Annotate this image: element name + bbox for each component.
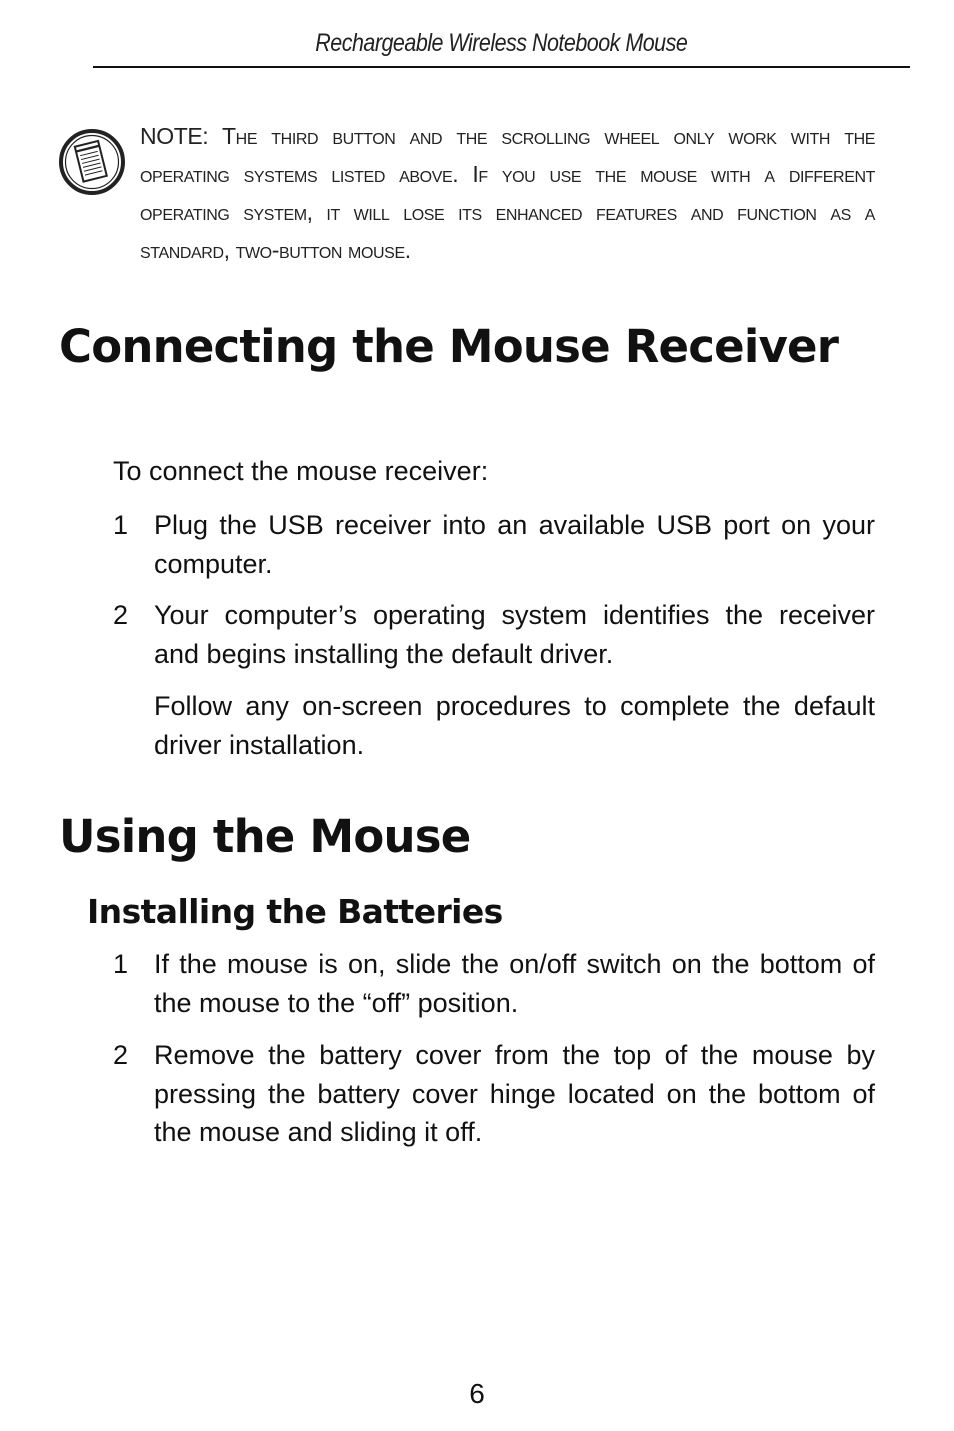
step-text: Your computer’s operating system identifies the receiver and begins installing the default driver. (154, 600, 875, 669)
connect-follow-up: Follow any on-screen procedures to complete the default driver installation. (154, 691, 875, 760)
step-number: 2 (113, 600, 129, 630)
step-number: 1 (113, 510, 129, 540)
battery-step-2 (113, 1036, 875, 1152)
step-number: 2 (113, 1040, 129, 1070)
section-title-using: Using the Mouse (59, 810, 471, 863)
connect-intro: To connect the mouse receiver: (113, 456, 489, 486)
page-number: 6 (469, 1378, 485, 1409)
step-text: Remove the battery cover from the top of the mouse by pressing the battery cover hinge located on the bottom of the mouse and sliding it off. (154, 1040, 875, 1147)
subsection-title-batteries: Installing the Batteries (87, 892, 503, 931)
connect-step-1 (113, 506, 875, 583)
section-title-connecting: Connecting the Mouse Receiver (59, 320, 839, 373)
notepad-icon (59, 126, 127, 198)
step-text: If the mouse is on, slide the on/off switch on the bottom of the mouse to the “off” position. (154, 949, 875, 1018)
battery-step-1 (113, 945, 875, 1022)
step-text: Plug the USB receiver into an available USB port on your computer. (154, 510, 875, 579)
running-header (93, 24, 910, 68)
header-title: Rechargeable Wireless Notebook Mouse (315, 29, 688, 57)
note-text: NOTE: The third button and the scrolling wheel only work with the operating systems listed above. If you use the mouse with a different operating system, it will lose its enhanced features and function as a standard, two-button mouse. (140, 123, 875, 263)
connect-step-2 (113, 596, 875, 673)
step-number: 1 (113, 949, 129, 979)
